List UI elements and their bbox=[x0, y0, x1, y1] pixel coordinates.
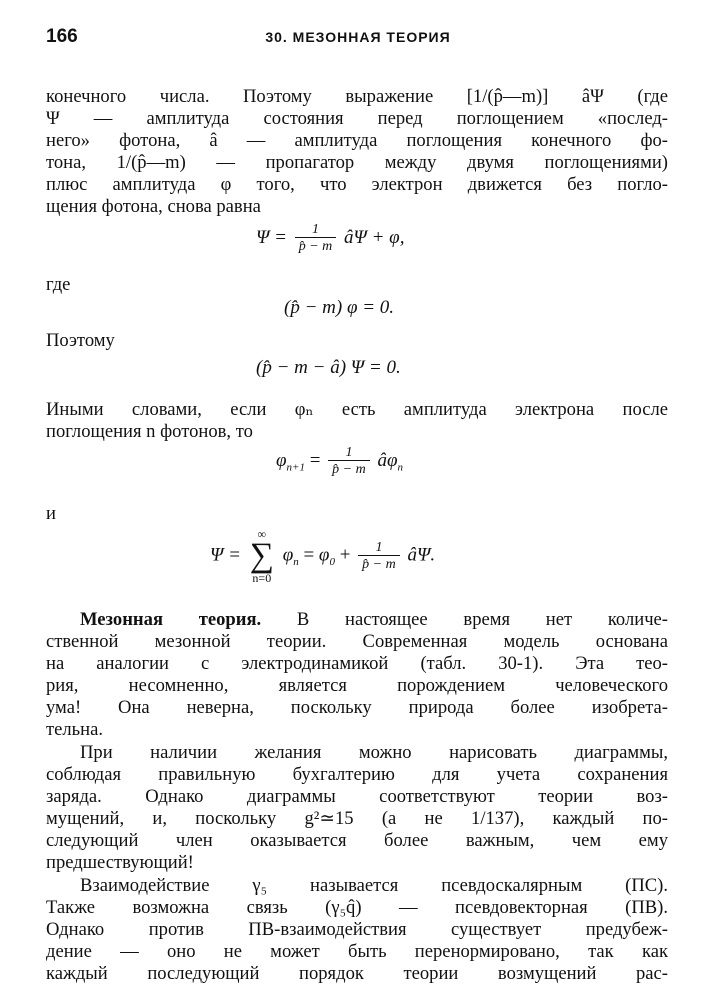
equation-4 bbox=[276, 445, 403, 478]
text-line: Также возможна связь (γ₅q̂) — псевдовекторная (ПВ). bbox=[46, 897, 668, 918]
text-line: мущений, и, поскольку g²≃15 (а не 1/137), каждый по- bbox=[46, 808, 668, 829]
text-line: на аналогии с электродинамикой (табл. 30-1). Эта тео- bbox=[46, 653, 668, 674]
fraction-numerator: 1 bbox=[328, 445, 370, 461]
equation-lhs: Ψ = bbox=[210, 544, 241, 566]
text-line: дение — оно не может быть перенормировано, так как bbox=[46, 941, 668, 962]
fraction-denominator: p̂ − m bbox=[298, 239, 333, 254]
text-line: плюс амплитуда φ того, что электрон движется без погло- bbox=[46, 174, 668, 195]
sum-upper-limit: ∞ bbox=[257, 527, 267, 541]
text-line: рия, несомненно, является порождением человеческого bbox=[46, 675, 668, 696]
section-heading: Мезонная теория. bbox=[80, 609, 262, 630]
text-span: В настоящее время нет количе- bbox=[296, 609, 669, 630]
summation bbox=[250, 528, 274, 584]
equation-2: (p̂ − m) φ = 0. bbox=[284, 297, 395, 318]
text-line: щения фотона, снова равна bbox=[46, 196, 261, 217]
text-line: каждый последующий порядок теории возмущений рас- bbox=[46, 963, 668, 984]
text-line: следующий член оказывается более важным, чем ему bbox=[46, 830, 668, 851]
text-line: поглощения n фотонов, то bbox=[46, 421, 253, 442]
fraction-denominator: p̂ − m bbox=[332, 462, 366, 477]
text-line: тельна. bbox=[46, 719, 103, 740]
fraction-denominator: p̂ − m bbox=[362, 556, 396, 572]
text-line: предшествующий! bbox=[46, 852, 194, 873]
equation-rhs: âΨ + φ, bbox=[344, 226, 405, 248]
subscript: n+1 bbox=[286, 461, 305, 474]
running-title: 30. МЕЗОННАЯ ТЕОРИЯ bbox=[265, 29, 451, 45]
text-line: Однако против ПВ-взаимодействия существует предубеж- bbox=[46, 919, 668, 940]
text-line: соблюдая правильную бухгалтерию для учета сохранения bbox=[46, 764, 668, 785]
equation-term: âφ bbox=[377, 449, 398, 471]
sum-lower-limit: n=0 bbox=[252, 571, 272, 585]
equation-1 bbox=[256, 222, 404, 255]
text-line: где bbox=[46, 274, 71, 295]
plus-sign: + bbox=[339, 544, 351, 566]
section-first-line bbox=[80, 609, 668, 630]
fraction bbox=[295, 222, 337, 255]
page-number: 166 bbox=[46, 26, 78, 47]
text-line: ума! Она неверна, поскольку природа более изобрета- bbox=[46, 697, 668, 718]
subscript: n bbox=[397, 461, 403, 474]
text-line: ственной мезонной теории. Современная модель основана bbox=[46, 631, 668, 652]
equation-5 bbox=[210, 528, 435, 584]
text-line: конечного числа. Поэтому выражение [1/(p̂—m)] âΨ (где bbox=[46, 86, 668, 107]
equation-term: φ bbox=[318, 544, 330, 566]
equation-lhs: Ψ = bbox=[256, 226, 287, 248]
equation-rhs: âΨ. bbox=[407, 544, 436, 566]
equation-3: (p̂ − m − â) Ψ = 0. bbox=[256, 357, 401, 378]
text-line: и bbox=[46, 503, 56, 524]
page-header bbox=[46, 26, 670, 50]
equals-sign: = bbox=[303, 544, 315, 566]
subscript: n bbox=[293, 556, 299, 569]
fraction-numerator: 1 bbox=[295, 222, 337, 238]
fraction bbox=[358, 540, 400, 573]
equals-sign: = bbox=[309, 449, 321, 471]
text-line: Взаимодействие γ₅ называется псевдоскалярным (ПС). bbox=[80, 875, 668, 896]
subscript: 0 bbox=[329, 556, 335, 569]
text-line: тона, 1/(p̂—m) — пропагатор между двумя поглощениями) bbox=[46, 152, 668, 173]
text-line: Ψ — амплитуда состояния перед поглощением «послед- bbox=[46, 108, 668, 129]
text-line: него» фотона, â — амплитуда поглощения конечного фо- bbox=[46, 130, 668, 151]
equation-term: φ bbox=[282, 544, 294, 566]
fraction-numerator: 1 bbox=[358, 540, 400, 556]
text-line: Поэтому bbox=[46, 330, 115, 351]
fraction bbox=[328, 445, 370, 478]
equation-term: φ bbox=[276, 449, 287, 471]
text-line: Иными словами, если φₙ есть амплитуда электрона после bbox=[46, 399, 668, 420]
sum-symbol: ∑ bbox=[249, 537, 274, 574]
text-line: При наличии желания можно нарисовать диаграммы, bbox=[80, 742, 668, 763]
text-line: заряда. Однако диаграммы соответствуют теории воз- bbox=[46, 786, 668, 807]
